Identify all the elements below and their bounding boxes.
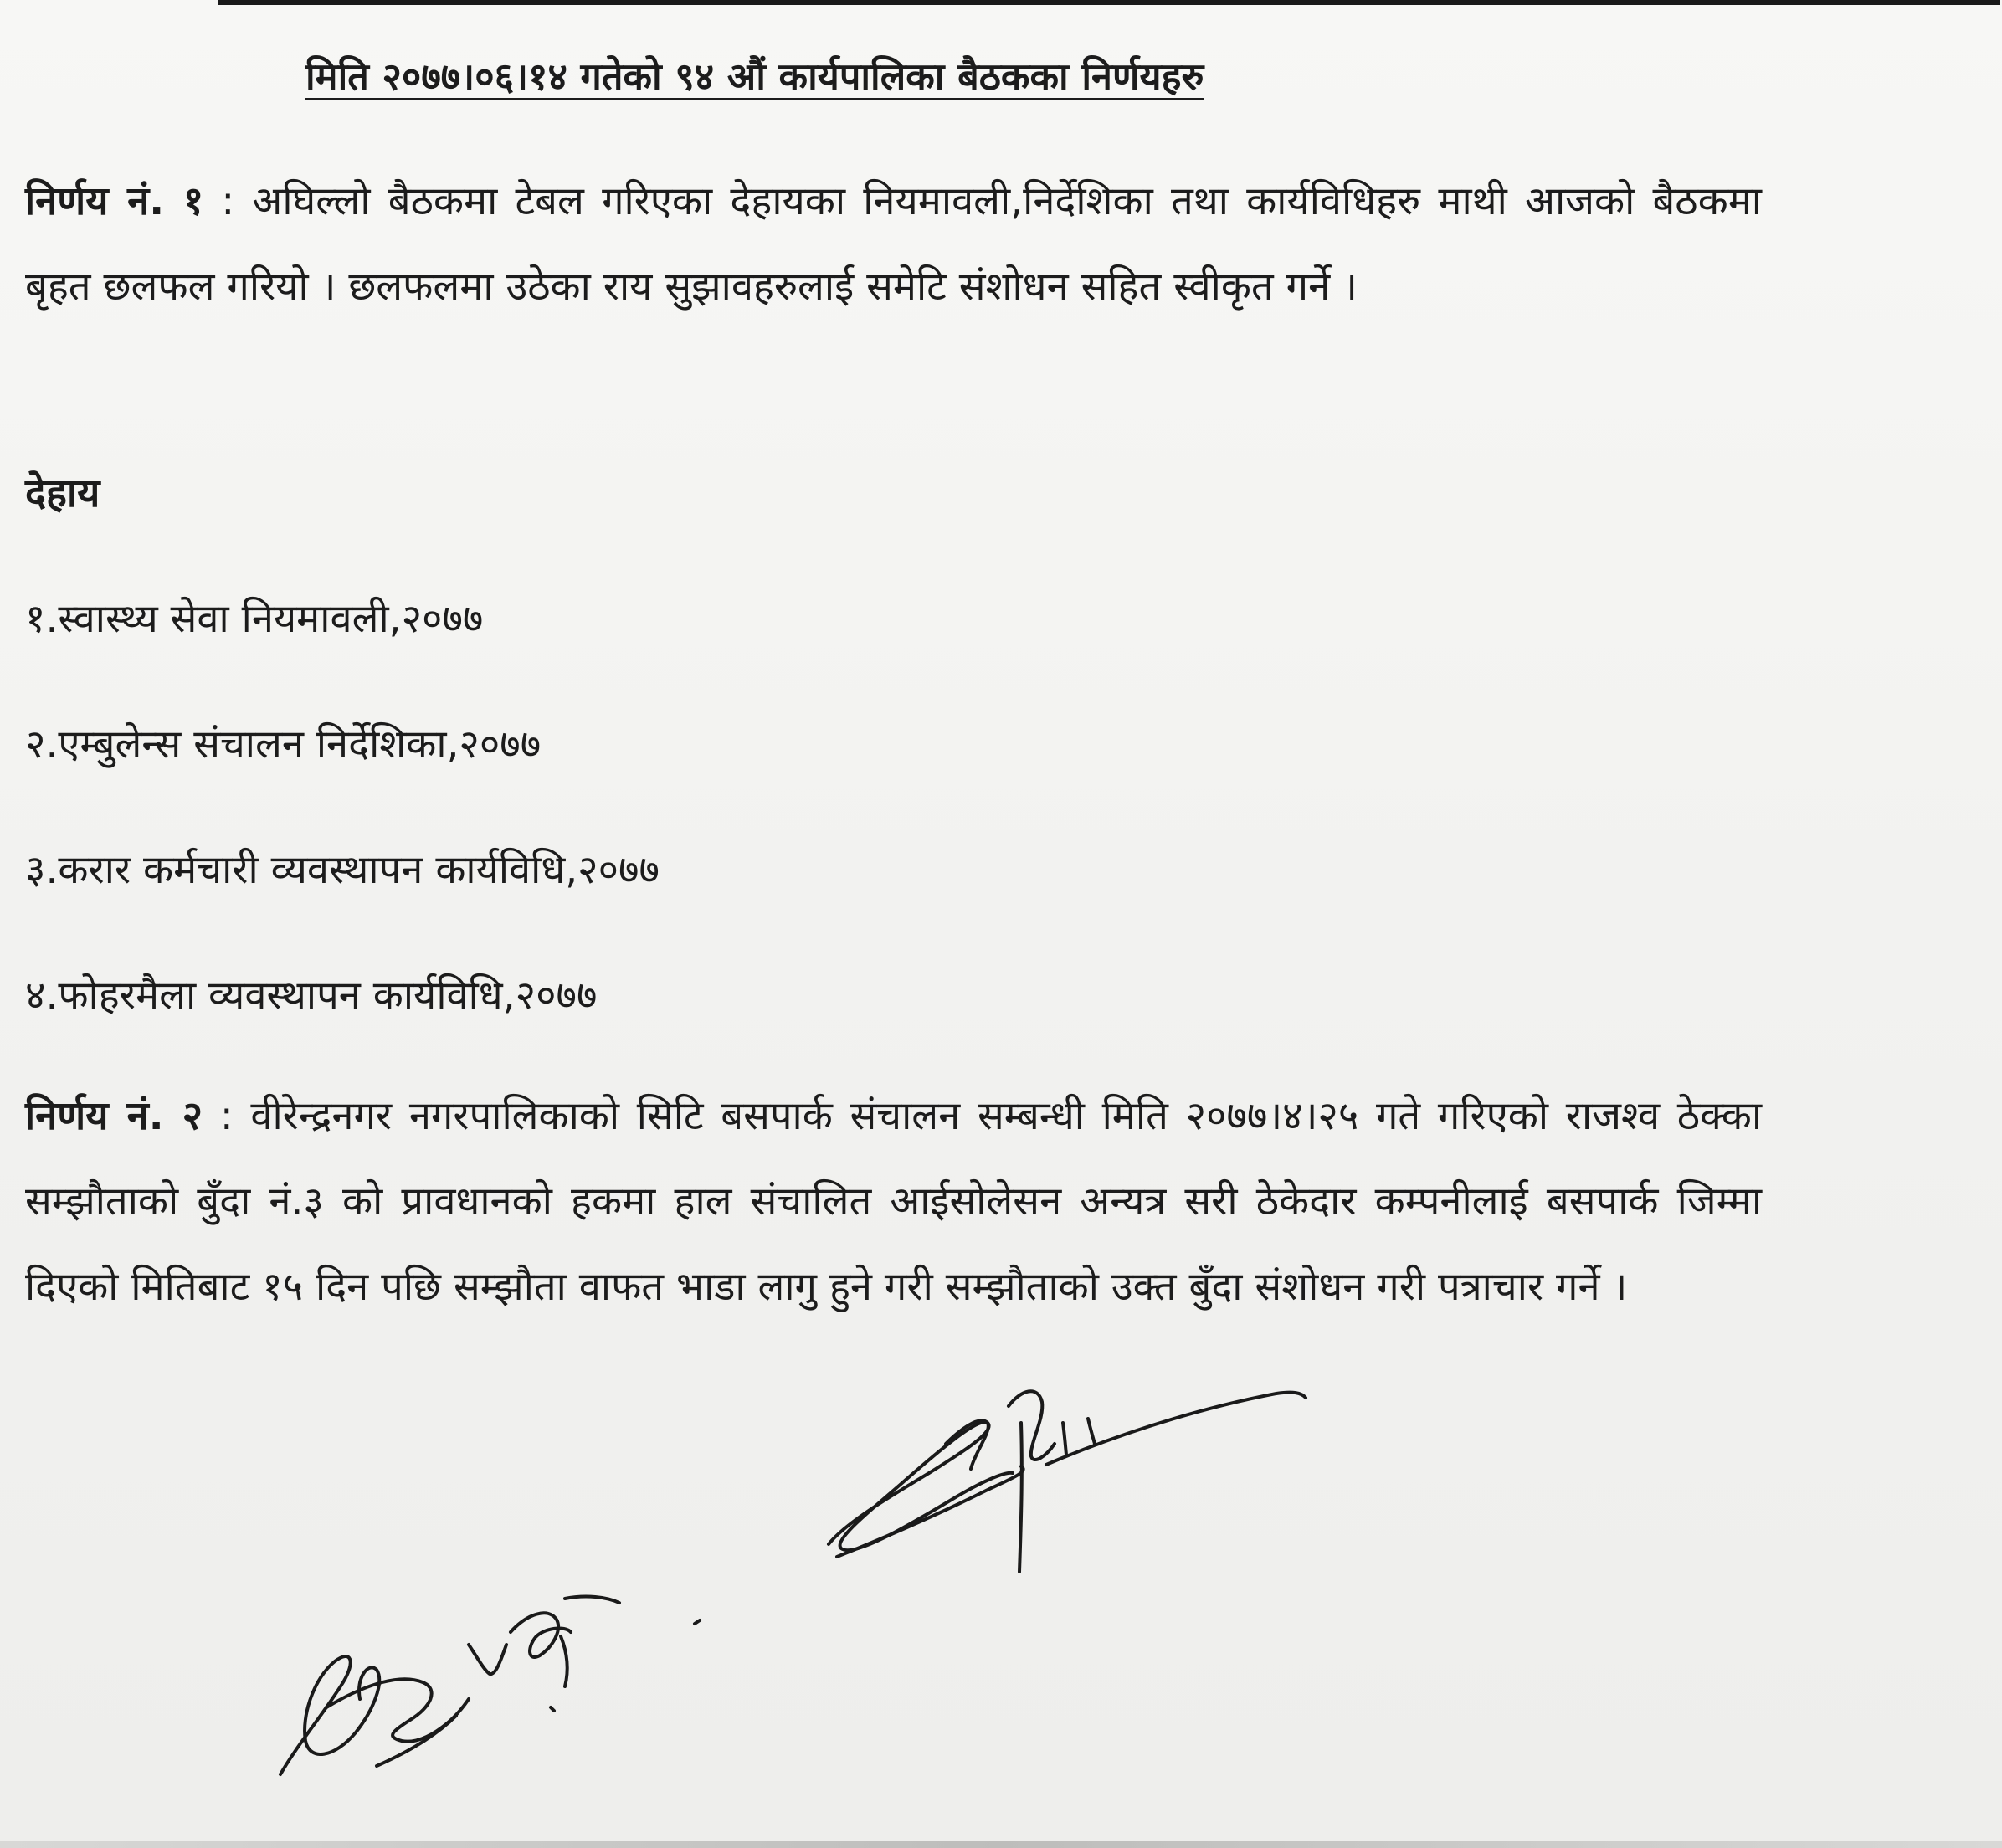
- signature-1-icon: [812, 1373, 1331, 1573]
- paper-top-edge: [218, 0, 2000, 5]
- decision-1: [25, 159, 1762, 330]
- list-heading: देहाय: [25, 470, 100, 516]
- paper-bottom-edge: [0, 1841, 2002, 1848]
- decision-2: [25, 1074, 1762, 1330]
- list-item-4: ४.फोहरमैला व्यवस्थापन कार्यविधि,२०७७: [25, 973, 598, 1019]
- list-item-2: २.एम्बुलेन्स संचालन निर्देशिका,२०७७: [25, 721, 542, 767]
- list-item-3: ३.करार कर्मचारी व्यवस्थापन कार्यविधि,२०७७: [25, 847, 660, 893]
- decision-1-text: : अघिल्लो बैठकमा टेबल गरिएका देहायका नियमावली,निर्देशिका तथा कार्यविधिहरु माथी आजको बैठकमा बृहत छलफल गरियो । छलफलमा उठेका राय सुझावहरुलाई समेटि संशोधन सहित स्वीकृत गर्ने ।: [25, 178, 1762, 310]
- list-item-1: १.स्वास्थ्य सेवा नियमावली,२०७७: [25, 596, 484, 642]
- decision-2-text: : वीरेन्द्रनगर नगरपालिकाको सिटि बसपार्क संचालन सम्बन्धी मिति २०७७।४।२५ गते गरिएको राजश्व ठेक्का सम्झौताको बुँदा नं.३ को प्रावधानको हकमा हाल संचालित आईसोलेसन अन्यत्र सरी ठेकेदार कम्पनीलाई बसपार्क जिम्मा दिएको मितिबाट १५ दिन पछि सम्झौता वाफत भाडा लागु हुने गरी सम्झौताको उक्त बुँदा संशोधन गरी पत्राचार गर्ने ।: [25, 1093, 1762, 1310]
- decision-2-label: निर्णय नं. २: [25, 1093, 203, 1139]
- signature-2-icon: [276, 1582, 745, 1791]
- document-title: मिति २०७७।०६।१४ गतेको ९४ औं कार्यपालिका बैठकका निर्णयहरु: [305, 54, 1204, 99]
- decision-1-label: निर्णय नं. १: [25, 178, 204, 224]
